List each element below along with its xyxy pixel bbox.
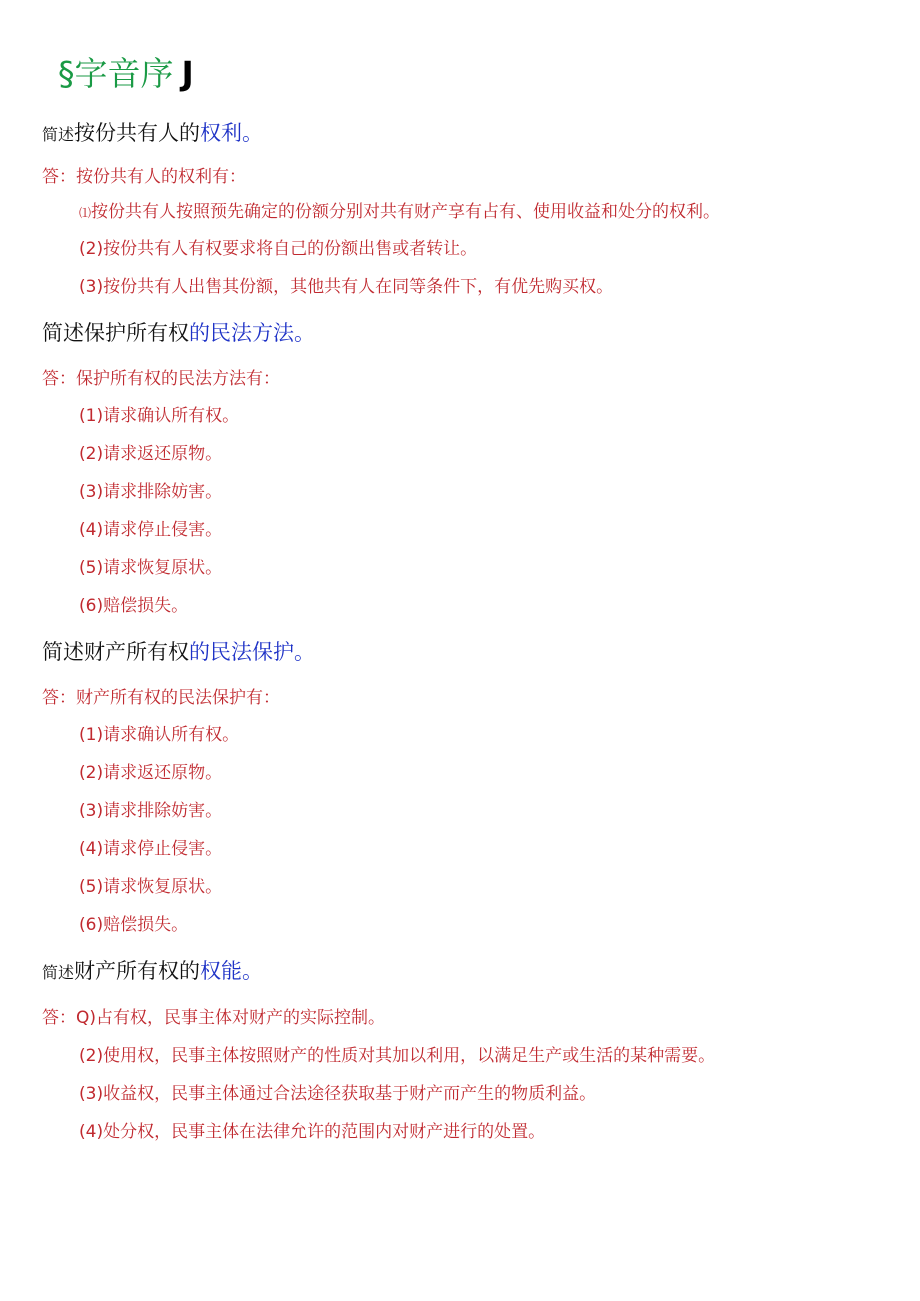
question-prefix: 简述 bbox=[42, 125, 75, 144]
answer-item: (6)赔偿损失。 bbox=[79, 596, 189, 616]
answer-item: (1)请求确认所有权。 bbox=[79, 406, 240, 426]
answer-lead: 答：Q)占有权，民事主体对财产的实际控制。 bbox=[42, 1008, 386, 1028]
answer-item: (5)请求恢复原状。 bbox=[79, 877, 223, 897]
answer-item: (5)请求恢复原状。 bbox=[79, 558, 223, 578]
question-text: 简述保护所有权 bbox=[42, 321, 189, 345]
question-heading bbox=[42, 318, 315, 348]
question-text: 财产所有权的 bbox=[74, 959, 201, 983]
question-highlight: 权利。 bbox=[200, 121, 264, 145]
header-title: §字音序 bbox=[58, 54, 174, 93]
answer-item: (2)按份共有人有权要求将自己的份额出售或者转让。 bbox=[79, 239, 478, 259]
answer-lead: 答：保护所有权的民法方法有： bbox=[42, 369, 280, 389]
answer-item: (2)请求返还原物。 bbox=[79, 763, 223, 783]
question-heading bbox=[42, 956, 263, 988]
answer-item: (2)请求返还原物。 bbox=[79, 444, 223, 464]
answer-item: (3)请求排除妨害。 bbox=[79, 482, 223, 502]
answer-item: (3)按份共有人出售其份额，其他共有人在同等条件下，有优先购买权。 bbox=[79, 277, 614, 297]
question-text: 按份共有人的 bbox=[74, 121, 201, 145]
question-prefix: 简述 bbox=[42, 963, 75, 982]
page-header bbox=[58, 52, 194, 96]
answer-item: (4)处分权，民事主体在法律允许的范围内对财产进行的处置。 bbox=[79, 1122, 546, 1142]
item-text: 按份共有人按照预先确定的份额分别对共有财产享有占有、使用收益和处分的权利。 bbox=[91, 202, 721, 222]
question-heading bbox=[42, 118, 263, 150]
question-heading bbox=[42, 637, 315, 667]
question-highlight: 的民法保护。 bbox=[189, 640, 315, 664]
question-highlight: 权能。 bbox=[200, 959, 264, 983]
answer-lead: 答：财产所有权的民法保护有： bbox=[42, 688, 280, 708]
item-marker: ⑴ bbox=[79, 206, 92, 220]
answer-item: (3)收益权，民事主体通过合法途径获取基于财产而产生的物质利益。 bbox=[79, 1084, 597, 1104]
answer-item: (2)使用权，民事主体按照财产的性质对其加以利用，以满足生产或生活的某种需要。 bbox=[79, 1046, 716, 1066]
answer-item: (4)请求停止侵害。 bbox=[79, 520, 223, 540]
answer-item bbox=[79, 200, 720, 225]
answer-lead: 答：按份共有人的权利有： bbox=[42, 167, 246, 187]
question-text: 简述财产所有权 bbox=[42, 640, 189, 664]
question-highlight: 的民法方法。 bbox=[189, 321, 315, 345]
answer-item: (1)请求确认所有权。 bbox=[79, 725, 240, 745]
answer-item: (6)赔偿损失。 bbox=[79, 915, 189, 935]
header-letter: J bbox=[181, 54, 194, 93]
answer-item: (3)请求排除妨害。 bbox=[79, 801, 223, 821]
answer-item: (4)请求停止侵害。 bbox=[79, 839, 223, 859]
